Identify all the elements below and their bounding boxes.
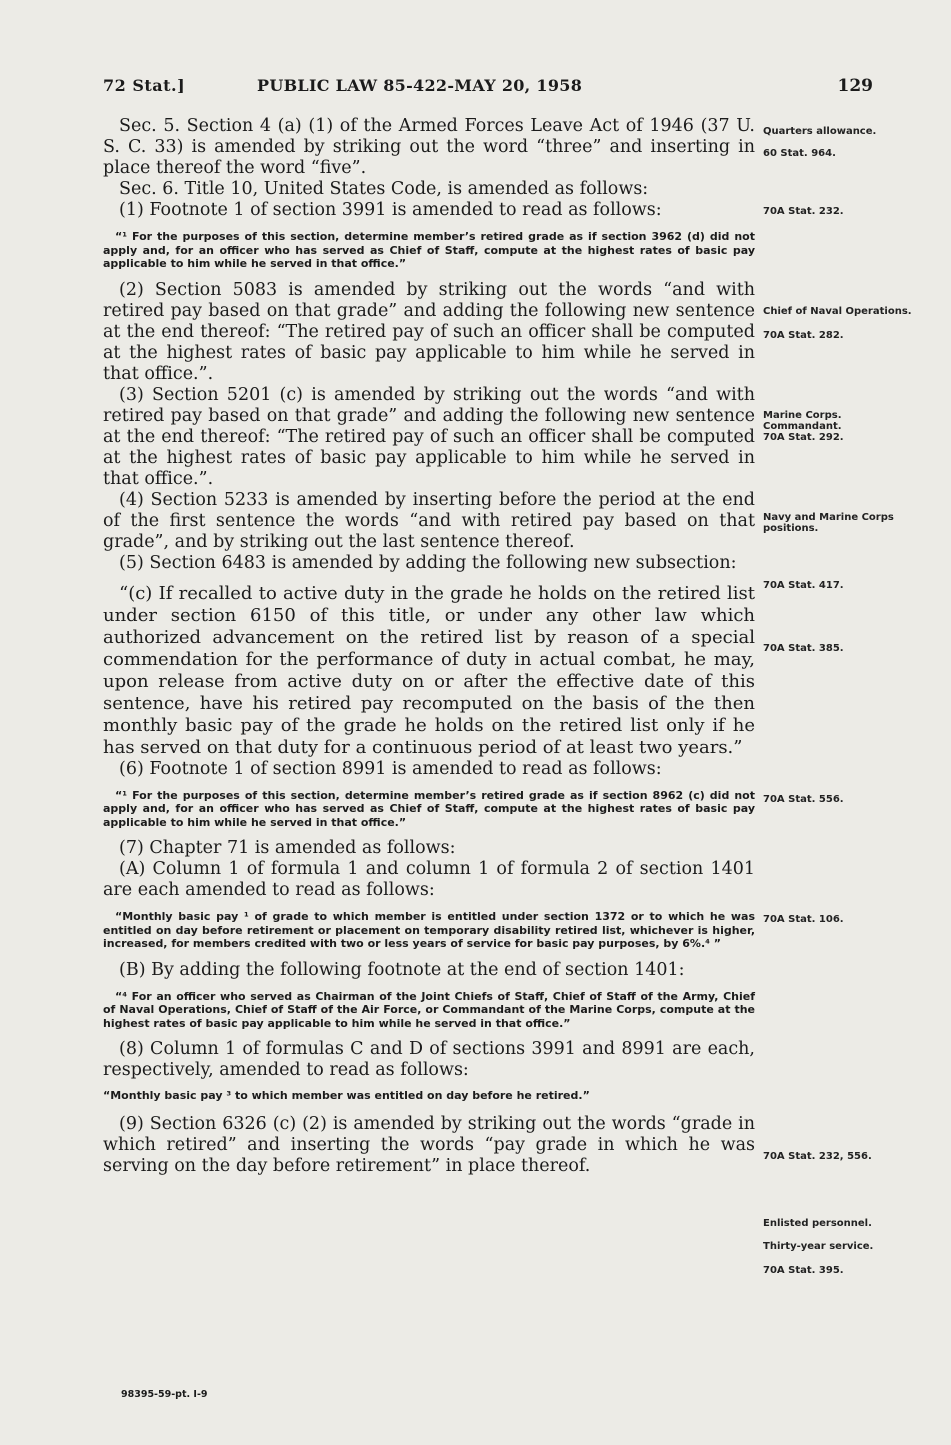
margin-citation-70a-232: 70A Stat. 232.: [763, 206, 844, 217]
footnote-quote-3991: “¹ For the purposes of this section, determine member’s retired grade as if section 3962 (d) did not apply and, for an officer who has served as Chief of Staff, compute at the highest rates of basic pay applicable to him while he served in that office.”: [103, 230, 755, 270]
document-body: [103, 116, 755, 1177]
section-5-paragraph: Sec. 5. Section 4 (a) (1) of the Armed Forces Leave Act of 1946 (37 U. S. C. 33) is amended by striking out the word “three” and inserting in place thereof the word “five”.: [103, 116, 755, 178]
item-3-paragraph: (3) Section 5201 (c) is amended by striking out the words “and with retired pay based on that grade” and adding the following new sentence at the end thereof: “The retired pay of such an officer shall be computed at the highest rates of basic pay applicable to him while he served in that office.”.: [103, 384, 755, 489]
margin-citation-70a-395: 70A Stat. 395.: [763, 1265, 844, 1276]
margin-citation-70a-282: 70A Stat. 282.: [763, 330, 844, 341]
margin-citation-70a-292: 70A Stat. 292.: [763, 432, 844, 443]
stat-reference: 72 Stat.]: [103, 76, 186, 95]
margin-citation-70a-232-556: 70A Stat. 232, 556.: [763, 1151, 872, 1162]
margin-citation-70a-385: 70A Stat. 385.: [763, 643, 844, 654]
margin-note-navy-marine-positions: Navy and Marine Corps positions.: [763, 512, 894, 534]
margin-citation-60-stat-964: 60 Stat. 964.: [763, 148, 836, 159]
item-7a-paragraph: (A) Column 1 of formula 1 and column 1 of formula 2 of section 1401 are each amended to read as follows:: [103, 859, 755, 900]
item-4-paragraph: (4) Section 5233 is amended by inserting before the period at the end of the first sentence the words “and with retired pay based on that grade”, and by striking out the last sentence thereof.: [103, 489, 755, 552]
footnote-quote-8991: “¹ For the purposes of this section, determine member’s retired grade as if section 8962 (c) did not apply and, for an officer who has served as Chief of Staff, compute at the highest rates of basic pay applicable to him while he served in that office.”: [103, 788, 755, 829]
margin-note-quarters: Quarters allowance.: [763, 126, 877, 137]
margin-citation-70a-417: 70A Stat. 417.: [763, 580, 844, 591]
item-8-paragraph: (8) Column 1 of formulas C and D of sections 3991 and 8991 are each, respectively, amended to read as follows:: [103, 1039, 755, 1080]
page-header: [103, 76, 903, 102]
item-7-paragraph: (7) Chapter 71 is amended as follows:: [119, 838, 456, 858]
item-9-paragraph: (9) Section 6326 (c) (2) is amended by striking out the words “grade in which retired” and inserting the words “pay grade in which he was serving on the day before retirement” in place thereof.: [103, 1113, 755, 1176]
margin-note-thirty-year-service: Thirty-year service.: [763, 1241, 874, 1252]
margin-note-enlisted-personnel: Enlisted personnel.: [763, 1218, 872, 1229]
footnote-4-quote: “⁴ For an officer who served as Chairman of the Joint Chiefs of Staff, Chief of Staff of the Army, Chief of Naval Operations, Chief of Staff of the Air Force, or Commandant of the Marine Corps, compute at the highest rates of basic pay applicable to him while he served in that office.”: [103, 989, 755, 1030]
subsection-c-quote: “(c) If recalled to active duty in the grade he holds on the retired list under section 6150 of this title, or under any other law which authorized advancement on the retired list by reason of a special commendation for the performance of duty in actual combat, he may, upon release from active duty on or after the effective date of this sentence, have his retired pay recomputed on the basis of the then monthly basic pay of the grade he holds on the retired list only if he has served on that duty for a continuous period of at least two years.”: [103, 582, 755, 758]
item-7b-paragraph: (B) By adding the following footnote at the end of section 1401:: [119, 959, 685, 980]
margin-citation-70a-106: 70A Stat. 106.: [763, 914, 844, 925]
margin-note-marine-commandant: Marine Corps. Commandant.: [763, 410, 842, 432]
item-5-paragraph: (5) Section 6483 is amended by adding the following new subsection:: [119, 552, 737, 573]
page-number: 129: [837, 76, 873, 96]
formula-column-quote: “Monthly basic pay ¹ of grade to which member is entitled under section 1372 or to which he was entitled on day before retirement or placement on temporary disability retired list, whichever is higher, increased, for members credited with two or less years of service for basic pay purposes, by 6%.⁴ ”: [103, 910, 755, 950]
item-1-paragraph: (1) Footnote 1 of section 3991 is amended to read as follows:: [119, 200, 662, 220]
monthly-basic-pay-quote: “Monthly basic pay ³ to which member was entitled on day before he retired.”: [103, 1089, 590, 1102]
page-title: PUBLIC LAW 85-422-MAY 20, 1958: [257, 76, 583, 95]
print-footer: 98395-59-pt. I-9: [121, 1389, 208, 1400]
margin-note-chief-naval-operations: Chief of Naval Operations.: [763, 306, 912, 317]
item-2-paragraph: (2) Section 5083 is amended by striking out the words “and with retired pay based on that grade” and adding the following new sentence at the end thereof: “The retired pay of such an officer shall be computed at the highest rates of basic pay applicable to him while he served in that office.”.: [103, 279, 755, 384]
margin-citation-70a-556: 70A Stat. 556.: [763, 794, 844, 805]
item-6-paragraph: (6) Footnote 1 of section 8991 is amended to read as follows:: [119, 758, 662, 779]
section-6-paragraph: Sec. 6. Title 10, United States Code, is amended as follows:: [119, 179, 649, 199]
